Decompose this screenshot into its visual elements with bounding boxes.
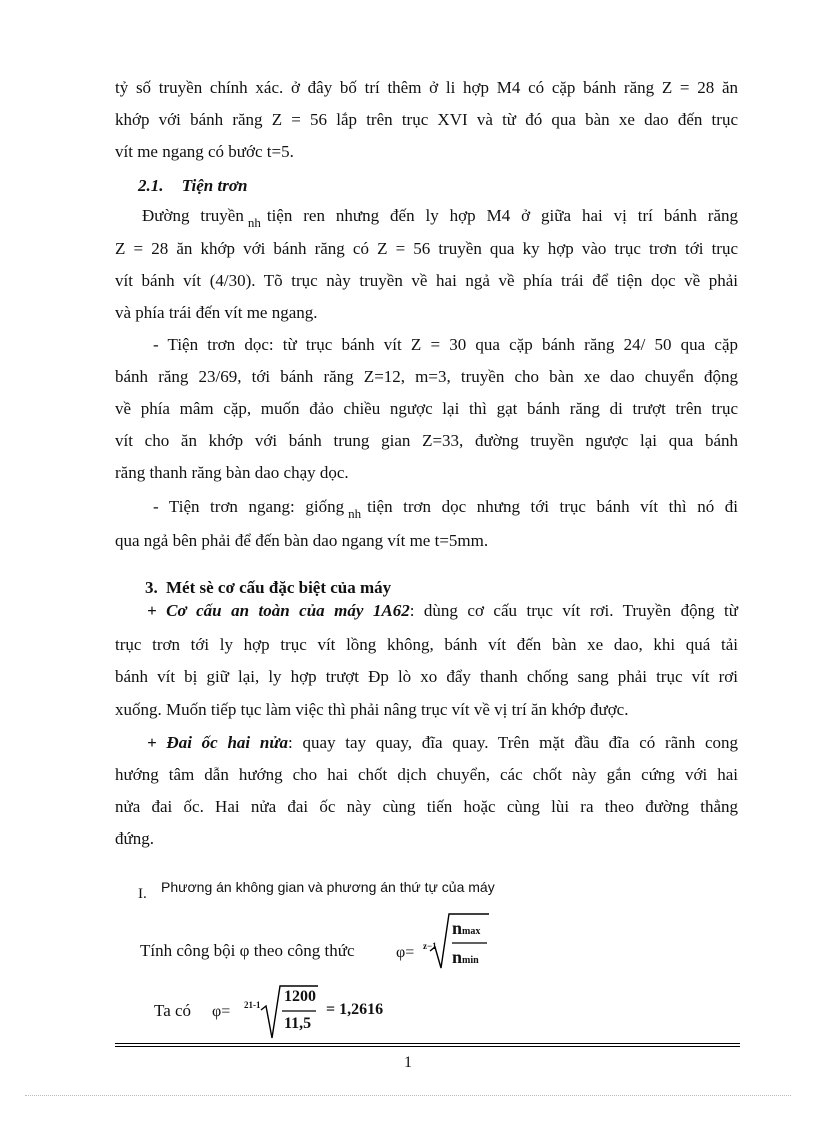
- formula-2: [150, 984, 410, 1044]
- formula2-denominator: 11,5: [284, 1015, 312, 1032]
- section-heading-3: [145, 577, 391, 599]
- para2-line4: và phía trái đến vít me ngang.: [115, 303, 318, 322]
- para4-text-b: tiện trơn dọc nhưng tới trục bánh vít thì nó đi: [367, 497, 739, 516]
- footer-rule-bottom: [115, 1046, 740, 1047]
- para5-line3: bánh vít bị giữ lại, ly hợp trượt Đp lò xo đẩy thanh chống sang phải trục vít rơi: [115, 667, 738, 686]
- section-heading-I: [138, 876, 495, 902]
- formula2-text: Ta có: [154, 1001, 192, 1020]
- para3-line5: răng thanh răng bàn dao chạy dọc.: [115, 463, 349, 482]
- formula1-denominator: [452, 946, 479, 972]
- formula2-lhs: φ=: [212, 1003, 231, 1020]
- denominator-subscript: min: [462, 955, 479, 966]
- para1-line2: khớp với bánh răng Z = 56 lắp trên trục XVI và từ đó qua bàn xe dao đến trục: [115, 110, 738, 129]
- section-title: Mét sè cơ cấu đặc biệt của máy: [166, 578, 392, 597]
- para2-text-a: Đường truyền: [142, 206, 244, 225]
- section-number: I.: [138, 886, 147, 902]
- formula2-result: = 1,2616: [326, 1001, 384, 1018]
- para2-line1: [142, 205, 738, 228]
- section-title: Phương án không gian và phương án thứ tự của máy: [161, 879, 495, 895]
- para2-line3: vít bánh vít (4/30). Tõ trục này truyền về hai ngả về phía trái để tiện dọc về phải: [115, 271, 738, 290]
- para5-line4: xuống. Muốn tiếp tục làm việc thì phải nâng trục vít về vị trí ăn khớp được.: [115, 700, 629, 719]
- para5-label: + Cơ cấu an toàn của máy 1A62: [147, 601, 410, 620]
- para6-label: + Đai ốc hai nửa: [147, 733, 289, 752]
- para1-line1: tỷ số truyền chính xác. ở đây bố trí thêm ở li hợp M4 có cặp bánh răng Z = 28 ăn: [115, 78, 738, 97]
- para3-line4: vít cho ăn khớp với bánh trung gian Z=33, đường truyền ngược lại qua bánh: [115, 431, 738, 450]
- formula1-numerator: [452, 917, 480, 943]
- para3-line3: về phía mâm cặp, muốn đảo chiều ngược lại thì gạt bánh răng di trượt trên trục: [115, 399, 738, 418]
- para6-text: : quay tay quay, đĩa quay. Trên mặt đầu đĩa có rãnh cong: [288, 733, 738, 752]
- para6-line4: đứng.: [115, 829, 154, 848]
- numerator-subscript: max: [462, 926, 481, 937]
- formula2-root-index: 21-1: [244, 1000, 261, 1010]
- numerator-symbol: n: [452, 918, 463, 938]
- section-number: 3.: [145, 578, 158, 597]
- section-number: 2.1.: [138, 176, 164, 195]
- section-heading-2-1: [138, 175, 247, 197]
- para4-line1: [153, 496, 738, 519]
- para1-line3: vít me ngang có bước t=5.: [115, 142, 294, 161]
- formula1-root-index: z−1: [423, 941, 437, 951]
- denominator-symbol: n: [452, 947, 463, 967]
- para4-text-a: - Tiện trơn ngang: giống: [153, 497, 345, 516]
- page-bottom-divider: [25, 1095, 791, 1096]
- para4-line2: qua ngả bên phải để đến bàn dao ngang vít me t=5mm.: [115, 531, 489, 550]
- footer-rule-top: [115, 1043, 740, 1044]
- para2-text-b: tiện ren nhưng đến ly hợp M4 ở giữa hai vị trí bánh răng: [266, 206, 738, 225]
- section-title: Tiện trơn: [181, 176, 248, 195]
- para6-line2: hướng tâm dẫn hướng cho hai chốt dịch chuyển, các chốt này gắn cứng với hai: [115, 765, 738, 784]
- para2-line2: Z = 28 ăn khớp với bánh răng có Z = 56 truyền qua ky hợp vào trục trơn tới trục: [115, 239, 738, 258]
- para6-line3: nửa đai ốc. Hai nửa đai ốc này cùng tiến hoặc cùng lùi ra theo đường thẳng: [115, 797, 738, 816]
- formula1-text: Tính công bội φ theo công thức: [140, 941, 355, 960]
- formula2-numerator: 1200: [284, 988, 316, 1005]
- formula-1: [140, 912, 520, 972]
- para3-line1: - Tiện trơn dọc: từ trục bánh vít Z = 30 qua cặp bánh răng 24/ 50 qua cặp: [153, 335, 738, 354]
- para2-subscript: nh: [247, 215, 261, 230]
- page-number: 1: [404, 1054, 412, 1071]
- formula1-lhs: φ=: [396, 944, 415, 961]
- para5-line2: trục trơn tới ly hợp trục vít lồng không, bánh vít đến bàn xe dao, khi quá tải: [115, 635, 738, 654]
- para6-line1: [147, 732, 738, 754]
- para3-line2: bánh răng 23/69, tới bánh răng Z=12, m=3, truyền cho bàn xe dao chuyển động: [115, 367, 738, 386]
- para5-text: : dùng cơ cấu trục vít rơi. Truyền động từ: [409, 601, 738, 620]
- para5-line1: [147, 600, 738, 622]
- para4-subscript: nh: [348, 506, 362, 521]
